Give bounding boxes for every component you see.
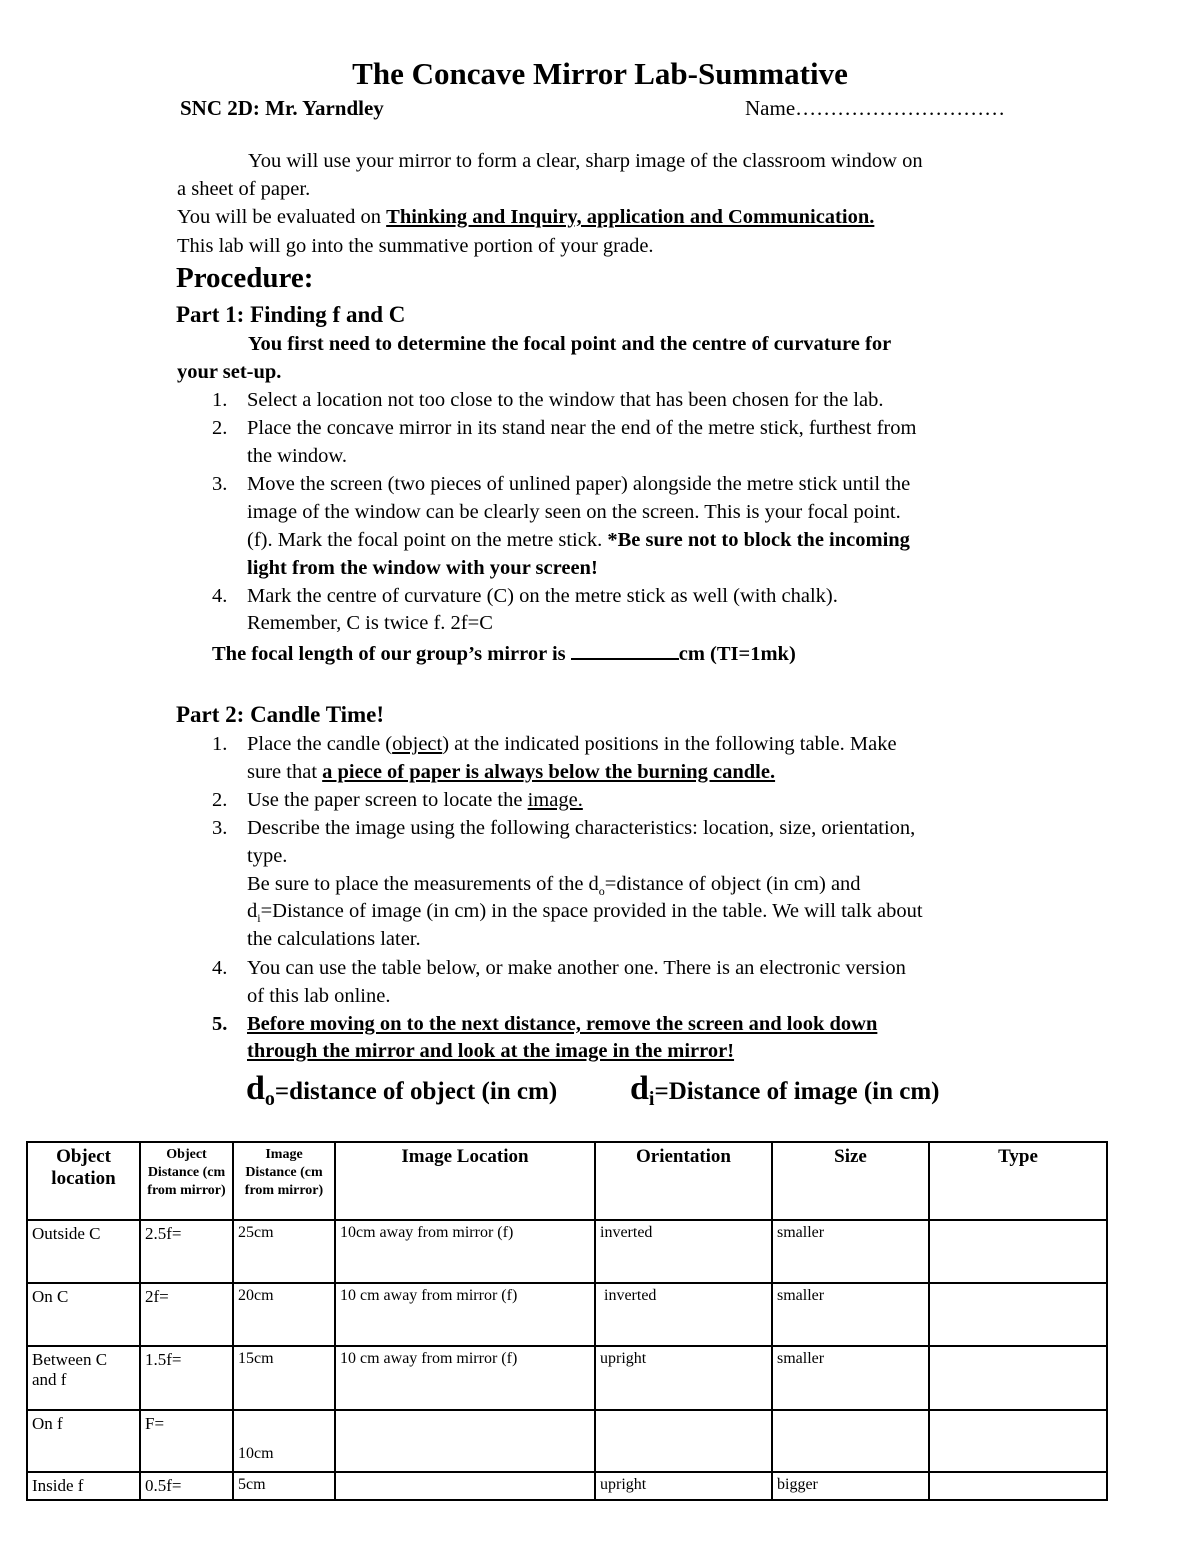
cell-image-location[interactable]: 10 cm away from mirror (f) [335, 1346, 595, 1410]
cell-object-location: Between C and f [27, 1346, 140, 1410]
part2-step3-text-c: d [247, 900, 258, 922]
cell-image-location[interactable] [335, 1410, 595, 1472]
subscript-i: i [257, 911, 261, 926]
name-field-label: Name………………………… [745, 96, 1006, 120]
cell-object-location: On f [27, 1410, 140, 1472]
intro-evaluation-text: You will be evaluated on [177, 206, 387, 228]
legend-di-text: =Distance of image (in cm) [654, 1078, 940, 1105]
legend-d-symbol: d [246, 1070, 265, 1107]
object-term: object [392, 733, 443, 755]
course-label: SNC 2D: Mr. Yarndley [180, 96, 384, 120]
warning-text: *Be sure not to block the incoming [607, 529, 910, 551]
cell-image-location[interactable]: 10 cm away from mirror (f) [335, 1283, 595, 1346]
header-size: Size [772, 1142, 929, 1220]
cell-image-location[interactable] [335, 1472, 595, 1500]
part2-step1-text-a: Place the candle ( [247, 733, 393, 755]
cell-type[interactable] [929, 1283, 1107, 1346]
focal-length-unit: cm (TI=1mk) [678, 643, 796, 665]
step-number: 5. [212, 1013, 228, 1035]
step-number: 2. [212, 417, 228, 439]
cell-orientation[interactable]: inverted [595, 1220, 772, 1283]
subscript-o: o [598, 884, 605, 899]
part2-step3-text-a: Be sure to place the measurements of the d [247, 873, 599, 895]
cell-image-distance[interactable]: 10cm [233, 1410, 335, 1472]
cell-object-location: Outside C [27, 1220, 140, 1283]
cell-orientation[interactable]: inverted [595, 1283, 772, 1346]
step-number: 2. [212, 789, 228, 811]
cell-object-distance[interactable]: 1.5f= [140, 1346, 233, 1410]
part1-step2-line1: Place the concave mirror in its stand near the end of the metre stick, furthest from [247, 417, 917, 439]
legend-subscript-i: i [648, 1088, 655, 1110]
image-term: image. [527, 789, 583, 811]
step-number: 4. [212, 585, 228, 607]
part2-step4-line2: of this lab online. [247, 985, 391, 1007]
cell-orientation[interactable]: upright [595, 1472, 772, 1500]
procedure-heading: Procedure: [176, 262, 314, 294]
safety-note: a piece of paper is always below the burning candle. [322, 761, 776, 783]
legend-do-text: =distance of object (in cm) [274, 1078, 558, 1105]
step-number: 3. [212, 817, 228, 839]
intro-line-3 [177, 206, 874, 229]
page-title: The Concave Mirror Lab-Summative [352, 56, 848, 91]
part1-step2-line2: the window. [247, 445, 348, 467]
part2-step3-line3 [247, 873, 861, 899]
part2-step1-text-c: sure that [247, 761, 323, 783]
part2-step1-line1 [247, 733, 897, 756]
cell-image-distance[interactable]: 15cm [233, 1346, 335, 1410]
part2-step3-text-b: =distance of object (in cm) and [604, 873, 861, 895]
cell-image-distance[interactable]: 5cm [233, 1472, 335, 1500]
part1-step3-line3 [247, 529, 910, 552]
cell-image-distance[interactable]: 20cm [233, 1283, 335, 1346]
table-row [27, 1346, 1107, 1410]
legend-do [246, 1070, 557, 1111]
intro-line-2: a sheet of paper. [177, 178, 311, 200]
legend-di [630, 1070, 940, 1111]
table-header-row [27, 1142, 1107, 1220]
table-row [27, 1410, 1107, 1472]
header-object-location: Object location [27, 1142, 140, 1220]
part2-step1-text-b: ) at the indicated positions in the following table. Make [442, 733, 897, 755]
part2-step2-text: Use the paper screen to locate the [247, 789, 528, 811]
part2-step3-line1: Describe the image using the following characteristics: location, size, orientation, [247, 817, 916, 839]
cell-size[interactable]: bigger [772, 1472, 929, 1500]
part1-heading: Part 1: Finding f and C [176, 302, 406, 327]
part1-step3-text: (f). Mark the focal point on the metre stick. [247, 529, 608, 551]
focal-length-blank[interactable] [571, 640, 679, 660]
legend-d-symbol: d [630, 1070, 649, 1107]
cell-object-distance[interactable]: 2.5f= [140, 1220, 233, 1283]
part2-heading: Part 2: Candle Time! [176, 702, 385, 727]
part2-step5-line2: through the mirror and look at the image in the mirror! [247, 1040, 735, 1062]
cell-type[interactable] [929, 1346, 1107, 1410]
cell-type[interactable] [929, 1410, 1107, 1472]
intro-line-4: This lab will go into the summative portion of your grade. [177, 235, 654, 257]
step-number: 4. [212, 957, 228, 979]
cell-type[interactable] [929, 1220, 1107, 1283]
cell-image-distance[interactable]: 25cm [233, 1220, 335, 1283]
part1-step3-line2: image of the window can be clearly seen on the screen. This is your focal point. [247, 501, 901, 523]
table-row [27, 1472, 1107, 1500]
header-type: Type [929, 1142, 1107, 1220]
cell-object-location: Inside f [27, 1472, 140, 1500]
focal-length-prompt: The focal length of our group’s mirror is [212, 643, 571, 665]
header-image-distance: Image Distance (cm from mirror) [233, 1142, 335, 1220]
part1-intro-1: You first need to determine the focal point and the centre of curvature for [248, 333, 892, 355]
part1-step3-line1: Move the screen (two pieces of unlined paper) alongside the metre stick until the [247, 473, 911, 495]
cell-object-distance[interactable]: 0.5f= [140, 1472, 233, 1500]
part1-step4-line1: Mark the centre of curvature (C) on the metre stick as well (with chalk). [247, 585, 838, 607]
cell-type[interactable] [929, 1472, 1107, 1500]
cell-size[interactable]: smaller [772, 1220, 929, 1283]
cell-object-location: On C [27, 1283, 140, 1346]
part1-intro-2: your set-up. [177, 361, 282, 383]
part2-step4-line1: You can use the table below, or make another one. There is an electronic version [247, 957, 906, 979]
header-orientation: Orientation [595, 1142, 772, 1220]
part2-step1-line2 [247, 761, 775, 784]
part2-step3-text-d: =Distance of image (in cm) in the space provided in the table. We will talk about [260, 900, 923, 922]
table-row [27, 1220, 1107, 1283]
cell-size[interactable]: smaller [772, 1283, 929, 1346]
legend-subscript-o: o [264, 1088, 275, 1110]
cell-image-location[interactable]: 10cm away from mirror (f) [335, 1220, 595, 1283]
header-object-distance: Object Distance (cm from mirror) [140, 1142, 233, 1220]
focal-length-question [212, 640, 796, 666]
cell-object-distance[interactable]: 2f= [140, 1283, 233, 1346]
part1-step1: Select a location not too close to the window that has been chosen for the lab. [247, 389, 884, 411]
intro-line-1: You will use your mirror to form a clear, sharp image of the classroom window on [248, 150, 923, 172]
table-row [27, 1283, 1107, 1346]
cell-orientation[interactable] [595, 1410, 772, 1472]
step-number: 1. [212, 733, 228, 755]
part1-step3-warning: light from the window with your screen! [247, 557, 598, 579]
part1-step4-line2: Remember, C is twice f. 2f=C [247, 612, 493, 634]
step-number: 3. [212, 473, 228, 495]
header-image-location: Image Location [335, 1142, 595, 1220]
cell-size[interactable]: smaller [772, 1346, 929, 1410]
cell-orientation[interactable]: upright [595, 1346, 772, 1410]
cell-size[interactable] [772, 1410, 929, 1472]
evaluation-criteria: Thinking and Inquiry, application and Communication. [386, 206, 875, 228]
step-number: 1. [212, 389, 228, 411]
part2-step3-line4 [247, 900, 923, 926]
part2-step5-line1: Before moving on to the next distance, remove the screen and look down [247, 1013, 878, 1035]
part2-step2 [247, 789, 583, 812]
part2-step3-line5: the calculations later. [247, 928, 421, 950]
part2-step3-line2: type. [247, 845, 288, 867]
cell-object-distance[interactable]: F= [140, 1410, 233, 1472]
results-table [26, 1141, 1108, 1501]
